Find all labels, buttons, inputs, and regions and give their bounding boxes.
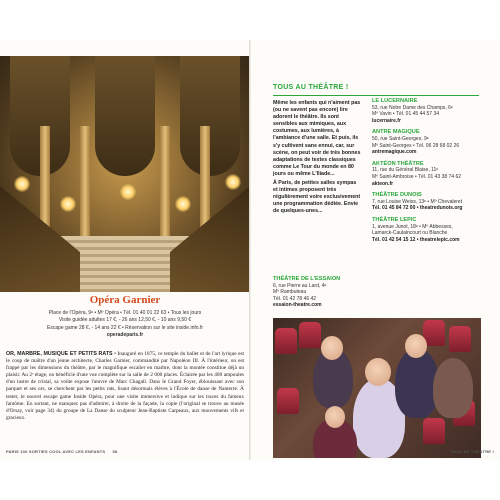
section-divider	[273, 95, 479, 96]
theatre-metro: Mº Rambuteau	[273, 289, 307, 296]
theatre-entry-essaion	[273, 276, 383, 309]
theatre-address: 6, rue Pierre au Lard, 4ᵉ	[273, 282, 327, 289]
theatre-name: LE LUCERNAIRE	[372, 98, 418, 104]
theatre-phone: Tél. 01 42 78 46 42	[273, 295, 317, 302]
theatre-website: lucernaire.fr	[372, 117, 401, 124]
theatre-name: THÉÂTRE DE L'ESSAION	[273, 276, 341, 282]
theatre-entry	[372, 192, 482, 212]
theatre-children-photo	[273, 318, 481, 458]
theatre-contact: Mº Saint-Georges • Tél. 06 28 68 02 26	[372, 142, 460, 149]
venue-title: Opéra Garnier	[89, 294, 161, 306]
opera-garnier-photo	[0, 56, 250, 292]
page-number: 58	[112, 449, 118, 454]
theatre-address: 11, rue du Général Blaise, 11ᵉ	[372, 167, 439, 174]
theatre-website: akteon.fr	[372, 180, 394, 187]
theatre-contact: Tél. 01 45 84 72 00 • theatredunois.org	[372, 205, 463, 212]
theatre-contact: Mº Vavin • Tél. 01 45 44 57 34	[372, 111, 440, 118]
article-text	[6, 351, 244, 422]
theatre-name: AKTÉON THÉÂTRE	[372, 160, 424, 167]
theatre-contact: Tél. 01 42 54 15 12 • theatrelepic.com	[372, 236, 460, 243]
footer-label: PARIS 100 SORTIES COOL AVEC LES ENFANTS	[6, 449, 106, 454]
theatre-name: THÉÂTRE DUNOIS	[372, 192, 422, 199]
theatre-address: 50, rue Saint-Georges, 9ᵉ	[372, 135, 429, 142]
intro-paragraph: Même les enfants qui n'aiment pas (ou ne savent pas encore) lire adorent le théâtre. Ils sont sensibles aux mimiques, aux costumes, aux lumières, à l'ambiance d'une salle. Et puis, ils s'y cultivent sans ennui, car, sur scène, on peut voir de très bonnes adaptations de textes classiques comme Le Tour du monde en 80 jours ou même L'Iliade...	[273, 100, 361, 177]
theatre-contact: Mº Saint-Ambroise • Tél. 01 43 38 74 62	[372, 173, 462, 180]
theatre-address: 7, rue Louise Weiss, 13ᵉ • Mº Chevaleret	[372, 198, 463, 205]
venue-info-line: Visite guidée adultes 17 €, - 26 ans 12,50 €, - 10 ans 9,50 €	[58, 317, 192, 324]
article-body: • Inauguré en 1875, ce temple du ballet et de l'art lyrique est le coup de maître d'un jeune architecte, Charles Garnier, commandité par Napoléon III. À l'intérieur, on est frappé par les dimensions du théâtre, par le magnifique escalier en marbre, dont la montée constitue déjà un plaisir. Au 2ᵉ étage, on bénéficie d'une vue complète sur la salle de 2 000 places. Éclairée par les 400 ampoules d'un lustre de cristal, sa voûte expose l'œuvre de Marc Chagall. Dans le Grand Foyer, éblouissant avec son parquet et ses ors, se cherchent par les petits rats, lisant désormais élèves à l'École de danse de Nanterre. À tester, le nouvel escape game Inside Opéra, pour une visite immersive et ludique sur les traces du fameux fantôme. En sortant, ne manquez pas d'admirer, à droite de la façade, la copie (l'original se trouve au musée d'Orsay, voir page 34) du groupe de La Danse du sculpteur Jean-Baptiste Carpeaux, aux mouvements vifs et gracieux.	[6, 351, 244, 421]
theatre-address: 1, avenue Junot, 18ᵉ • Mº Abbesses,	[372, 223, 453, 230]
left-footer	[6, 449, 117, 454]
venue-info-line: Escape game 28 €, - 14 ans 22 € • Réservation sur le site inside.info.fr	[46, 324, 203, 331]
theatre-address: 53, rue Notre Dame des Champs, 6ᵉ	[372, 104, 453, 111]
theatre-entry	[372, 129, 482, 155]
right-footer: TOUS AU THÉÂTRE !	[450, 449, 494, 454]
theatre-address-2: Lamarck-Caulaincourt ou Blanche	[372, 230, 448, 237]
theatre-list	[372, 98, 482, 248]
theatre-website: essaion-theatre.com	[273, 302, 322, 309]
venue-info-line: Place de l'Opéra, 9ᵉ • Mº Opéra • Tél. 01 40 01 22 63 • Tous les jours	[48, 310, 202, 316]
theatre-entry	[372, 217, 482, 243]
article-lead: OR, MARBRE, MUSIQUE ET PETITS RATS	[6, 351, 113, 357]
theatre-website: antremagique.com	[372, 149, 417, 156]
venue-website: operadeparis.fr	[106, 332, 144, 339]
intro-paragraph-2: À Paris, de petites salles sympas et intimes proposent très régulièrement voire exclusivement une programmation dédiée. Envie de quelques-unes...	[273, 180, 361, 215]
left-page	[0, 40, 250, 460]
right-page	[251, 40, 500, 460]
theatre-name: THÉÂTRE LEPIC	[372, 216, 417, 223]
theatre-entry	[372, 161, 482, 187]
theatre-name: ANTRE MAGIQUE	[372, 129, 420, 136]
intro-column	[273, 100, 361, 216]
section-title: TOUS AU THÉÂTRE !	[273, 84, 349, 91]
theatre-entry	[372, 98, 482, 124]
venue-info	[6, 310, 244, 340]
